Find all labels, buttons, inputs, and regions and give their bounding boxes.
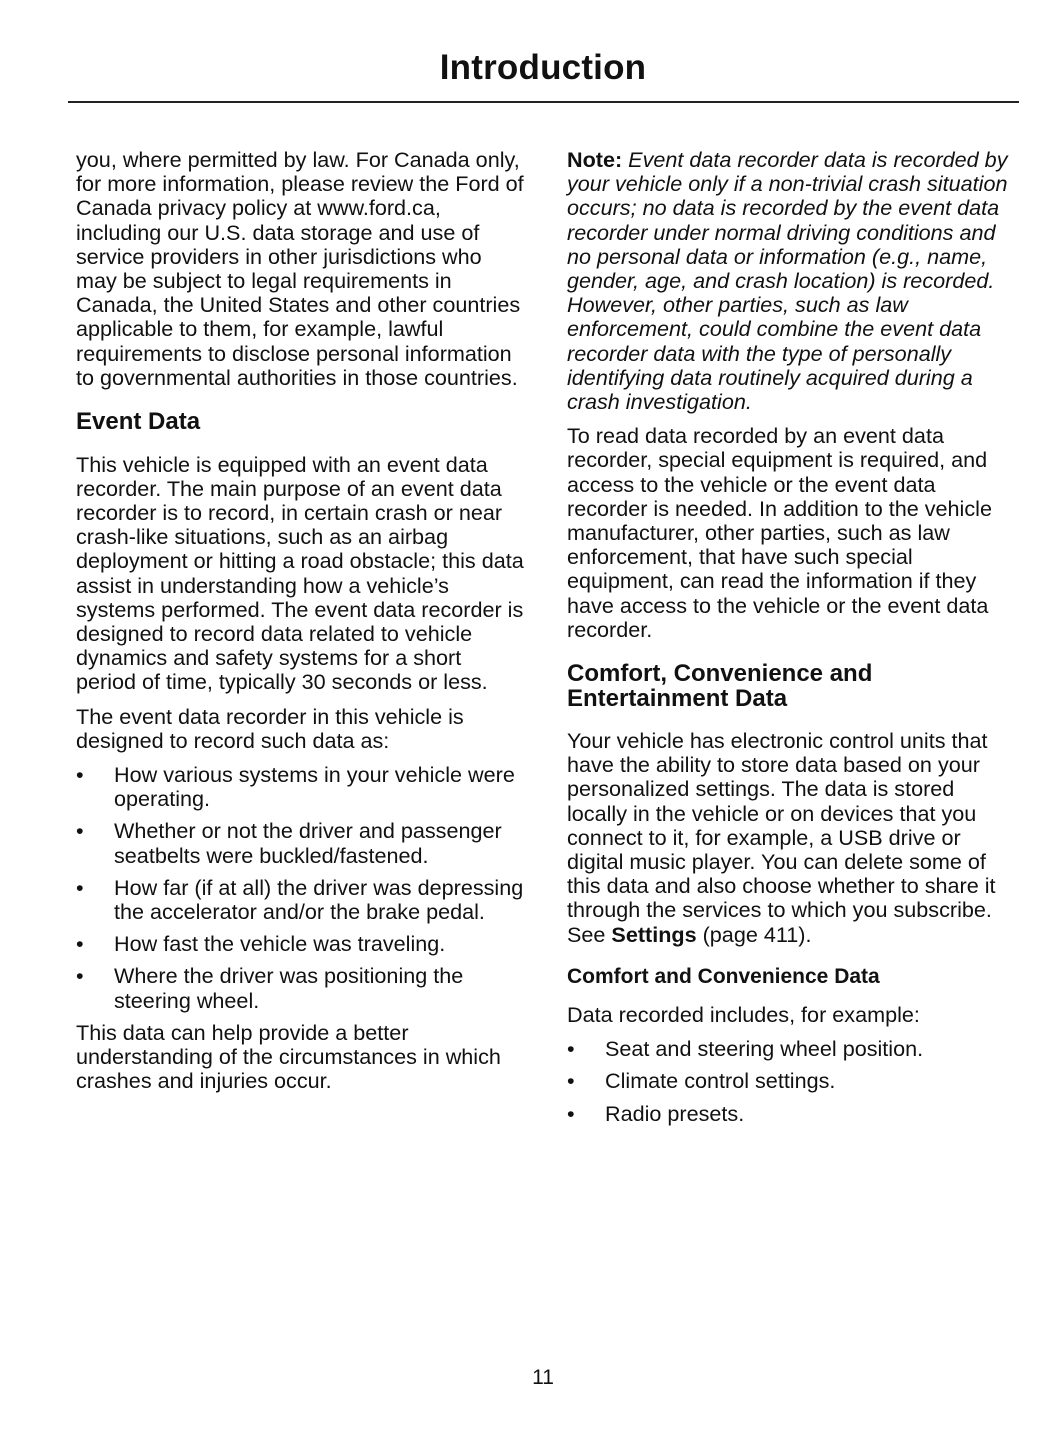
- event-data-conclusion: This data can help provide a better understanding of the circumstances in which crashes and injuries occur.: [76, 1019, 501, 1094]
- bullet-icon: •: [76, 931, 84, 957]
- bullet-icon: •: [567, 1068, 575, 1094]
- bullet-icon: •: [76, 761, 84, 787]
- list-item: • Whether or not the driver and passenger seatbelts were buckled/fastened.: [76, 818, 502, 868]
- comfort-paragraph: Your vehicle has electronic control units that have the ability to store data based on your personalized settings. The data is stored locally in the vehicle or on devices that you connect to it, for example, a USB drive or digital music player. You can delete some of this data and also choose whether to share it through the services to which you subscribe. See Settings (page 411).: [567, 728, 996, 947]
- header-divider: [68, 101, 1019, 103]
- comfort-list: [567, 1037, 1013, 1126]
- list-item: • Where the driver was positioning the steering wheel.: [76, 963, 464, 1013]
- read-data-paragraph: To read data recorded by an event data recorder, special equipment is required, and access to the vehicle or the event data recorder is needed. In addition to the vehicle manufacturer, other parties, such as law enforcement, that have such special equipment, can read the information if they have access to the vehicle or the event data recorder.: [567, 423, 992, 642]
- event-data-list-intro: The event data recorder in this vehicle is designed to record such data as:: [76, 703, 464, 753]
- bullet-icon: •: [76, 963, 84, 989]
- list-item: • How fast the vehicle was traveling.: [76, 931, 446, 957]
- comfort-convenience-heading: Comfort and Convenience Data: [567, 964, 880, 988]
- list-item: • Radio presets.: [567, 1100, 745, 1126]
- bullet-icon: •: [567, 1100, 575, 1126]
- note-paragraph: [567, 148, 1013, 414]
- bullet-icon: •: [567, 1036, 575, 1062]
- list-item: • How various systems in your vehicle were operating.: [76, 761, 515, 812]
- event-data-list: [76, 763, 524, 1013]
- page-title: Introduction: [439, 48, 647, 87]
- event-data-paragraph: This vehicle is equipped with an event data recorder. The main purpose of an event data recorder is to record, in certain crash or near crash-like situations, such as an airbag deployment or hitting a road obstacle; this data assist in understanding how a vehicle’s systems performed. The event data recorder is designed to record data related to vehicle dynamics and safety systems for a short period of time, typically 30 seconds or less.: [76, 451, 524, 695]
- intro-paragraph: you, where permitted by law. For Canada only, for more information, please review the Ford of Canada privacy policy at www.ford.ca, including our U.S. data storage and use of service providers in other jurisdictions who may be subject to legal requirements in Canada, the United States and other countries applicable to them, for example, lawful requirements to disclose personal information to governmental authorities in those countries.: [76, 147, 524, 390]
- comfort-convenience-intro: Data recorded includes, for example:: [567, 1001, 920, 1027]
- page-number: 11: [532, 1366, 554, 1389]
- list-item: • How far (if at all) the driver was depressing the accelerator and/or the brake pedal.: [76, 874, 524, 924]
- left-column: [76, 148, 524, 1103]
- comfort-heading: Comfort, Convenience and Entertainment Data: [567, 660, 873, 712]
- note-label: Note:: [567, 147, 623, 172]
- event-data-heading: Event Data: [76, 408, 201, 436]
- settings-link[interactable]: Settings: [611, 921, 697, 947]
- right-column: [567, 148, 1013, 1134]
- list-item: • Climate control settings.: [567, 1068, 836, 1094]
- note-text: Event data recorder data is recorded by your vehicle only if a non-trivial crash situation occurs; no data is recorded by the event data recorder under normal driving conditions and no personal data or information (e.g., name, gender, age, and crash location) is recorded. However, other parties, such as law enforcement, could combine the event data recorder data with the type of personally identifying data routinely acquired during a crash investigation.: [567, 147, 1008, 415]
- bullet-icon: •: [76, 818, 84, 844]
- bullet-icon: •: [76, 874, 84, 900]
- list-item: • Seat and steering wheel position.: [567, 1036, 924, 1062]
